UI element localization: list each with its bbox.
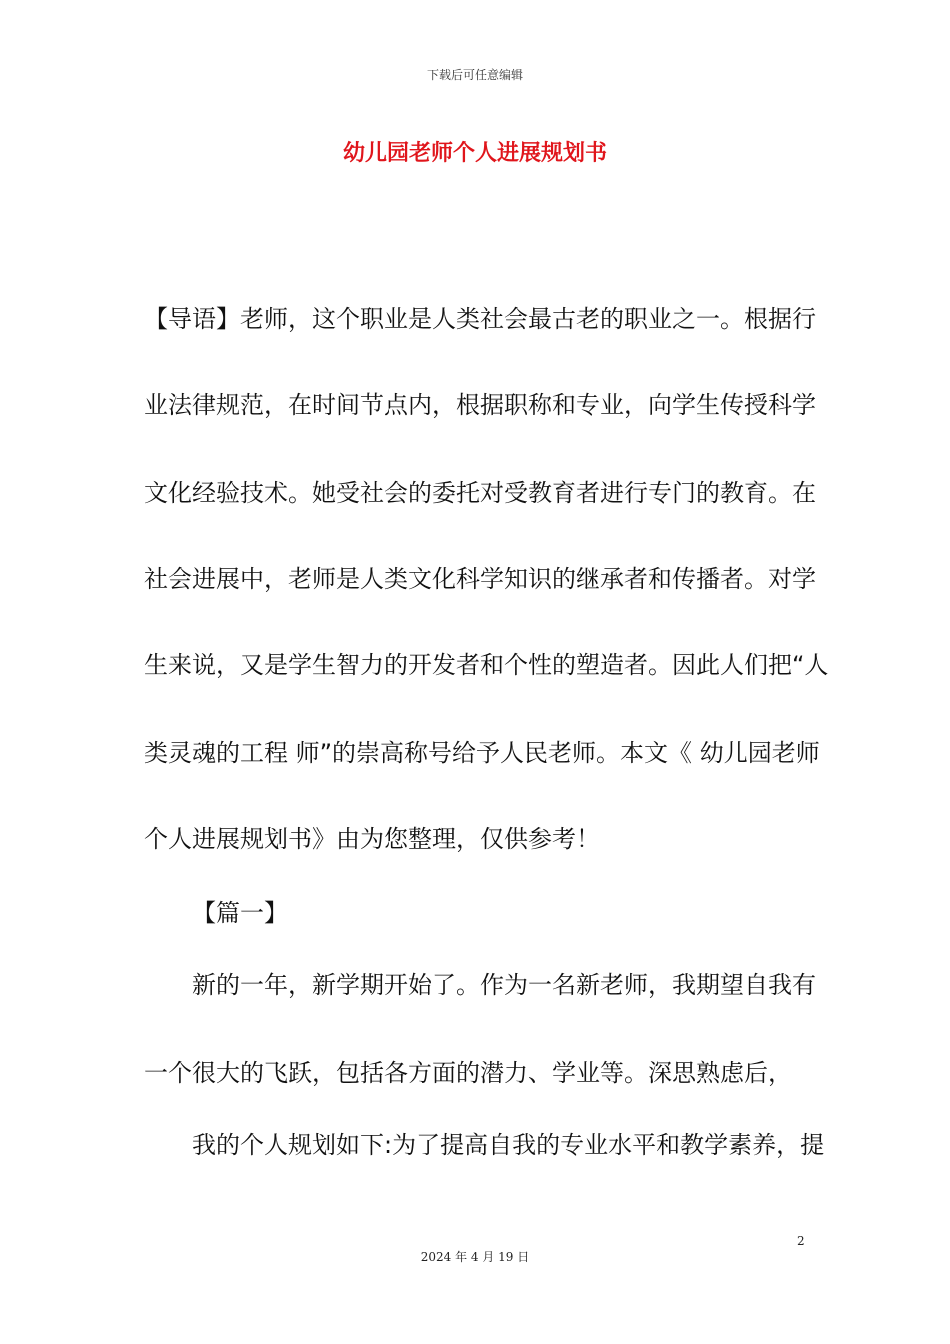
page-number: 2: [797, 1234, 805, 1248]
intro-line-1: 【导语】老师，这个职业是人类社会最古老的职业之一。根据行: [144, 305, 816, 333]
header-note: 下载后可任意编辑: [426, 68, 523, 82]
document-title: 幼儿园老师个人进展规划书: [342, 141, 607, 166]
intro-line-3: 文化经验技术。她受社会的委托对受教育者进行专门的教育。在: [144, 479, 816, 507]
body-line-2: 一个很大的飞跃，包括各方面的潜力、学业等。深思熟虑后，: [144, 1059, 792, 1087]
intro-line-2: 业法律规范，在时间节点内，根据职称和专业，向学生传授科学: [144, 391, 816, 419]
intro-line-5: 生来说，又是学生智力的开发者和个性的塑造者。因此人们把“人: [144, 651, 829, 679]
intro-line-4: 社会进展中，老师是人类文化科学知识的继承者和传播者。对学: [144, 565, 816, 593]
body-line-3: 我的个人规划如下:为了提高自我的专业水平和教学素养，提: [192, 1131, 825, 1159]
intro-line-7: 个人进展规划书》由为您整理，仅供参考！: [144, 825, 600, 853]
body-line-1: 新的一年，新学期开始了。作为一名新老师，我期望自我有: [192, 971, 816, 999]
intro-line-6: 类灵魂的工程 师”的崇高称号给予人民老师。本文《 幼儿园老师: [144, 739, 820, 767]
section-heading: 【篇一】: [192, 899, 288, 927]
footer-date: 2024 年 4 月 19 日: [420, 1250, 530, 1264]
